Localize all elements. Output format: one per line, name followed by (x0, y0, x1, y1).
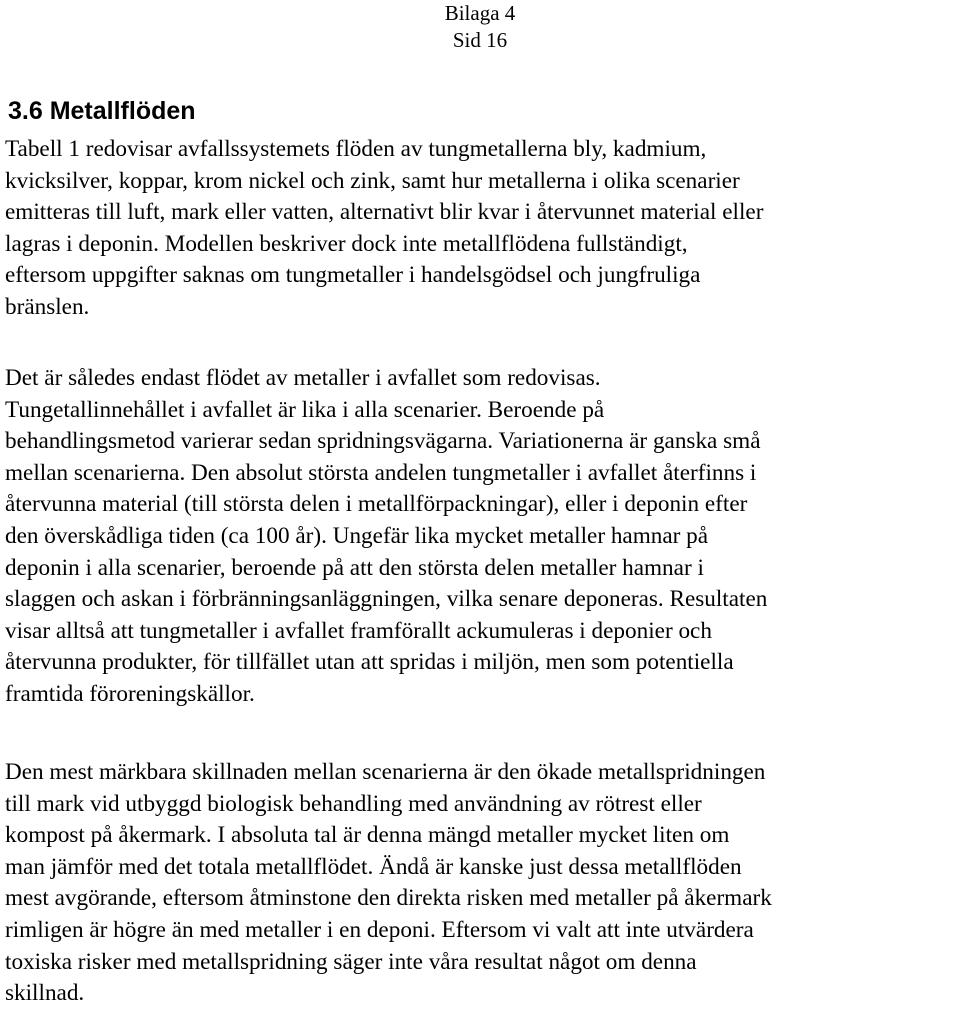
text-line: lagras i deponin. Modellen beskriver dock inte metallflödena fullständigt, (5, 230, 688, 257)
text-line: mellan scenarierna. Den absolut största andelen tungmetaller i avfallet återfinns i (5, 459, 757, 486)
text-line: till mark vid utbyggd biologisk behandling med användning av rötrest eller (5, 790, 702, 817)
text-line: Tabell 1 redovisar avfallssystemets flöden av tungmetallerna bly, kadmium, (5, 136, 707, 162)
text-line: toxiska risker med metallspridning säger inte våra resultat något om denna (5, 948, 697, 975)
section-heading: 3.6 Metallflöden (8, 97, 196, 125)
text-line: den överskådliga tiden (ca 100 år). Ungefär lika mycket metaller hamnar på (5, 522, 709, 549)
text-line: kvicksilver, koppar, krom nickel och zink, samt hur metallerna i olika scenarier (5, 167, 740, 194)
appendix-label: Bilaga 4 (444, 1, 516, 25)
text-line: framtida föroreningskällor. (5, 680, 255, 707)
text-line: eftersom uppgifter saknas om tungmetaller i handelsgödsel och jungfruliga (5, 262, 701, 289)
text-line: återvunna material (till största delen i metallförpackningar), eller i deponin efter (5, 491, 748, 518)
text-line: behandlingsmetod varierar sedan spridningsvägarna. Variationerna är ganska små (5, 428, 761, 455)
paragraph-3 (5, 757, 955, 1010)
paragraph-2 (5, 363, 955, 711)
page-number: Sid 16 (452, 28, 508, 52)
text-line: Den mest märkbara skillnaden mellan scenarierna är den ökade metallspridningen (5, 759, 766, 785)
text-line: Tungetallinnehållet i avfallet är lika i alla scenarier. Beroende på (5, 396, 605, 423)
text-line: skillnad. (5, 980, 85, 1007)
text-line: återvunna produkter, för tillfället utan att spridas i miljön, men som potentiella (5, 649, 734, 676)
text-line: mest avgörande, eftersom åtminstone den direkta risken med metaller på åkermark (5, 885, 772, 912)
paragraph-1 (5, 134, 955, 324)
text-line: emitteras till luft, mark eller vatten, alternativt blir kvar i återvunnet material eller (5, 199, 764, 226)
text-line: rimligen är högre än med metaller i en deponi. Eftersom vi valt att inte utvärdera (5, 916, 754, 943)
text-line: man jämför med det totala metallflödet. Ändå är kanske just dessa metallflöden (5, 853, 742, 880)
text-line: deponin i alla scenarier, beroende på att den största delen metaller hamnar i (5, 554, 704, 581)
text-line: kompost på åkermark. I absoluta tal är denna mängd metaller mycket liten om (5, 822, 730, 849)
text-line: visar alltså att tungmetaller i avfallet framförallt ackumuleras i deponier och (5, 617, 712, 644)
text-line: bränslen. (5, 293, 90, 320)
page-header (420, 0, 540, 54)
text-line: slaggen och askan i förbränningsanläggningen, vilka senare deponeras. Resultaten (5, 586, 768, 613)
text-line: Det är således endast flödet av metaller i avfallet som redovisas. (5, 365, 601, 391)
